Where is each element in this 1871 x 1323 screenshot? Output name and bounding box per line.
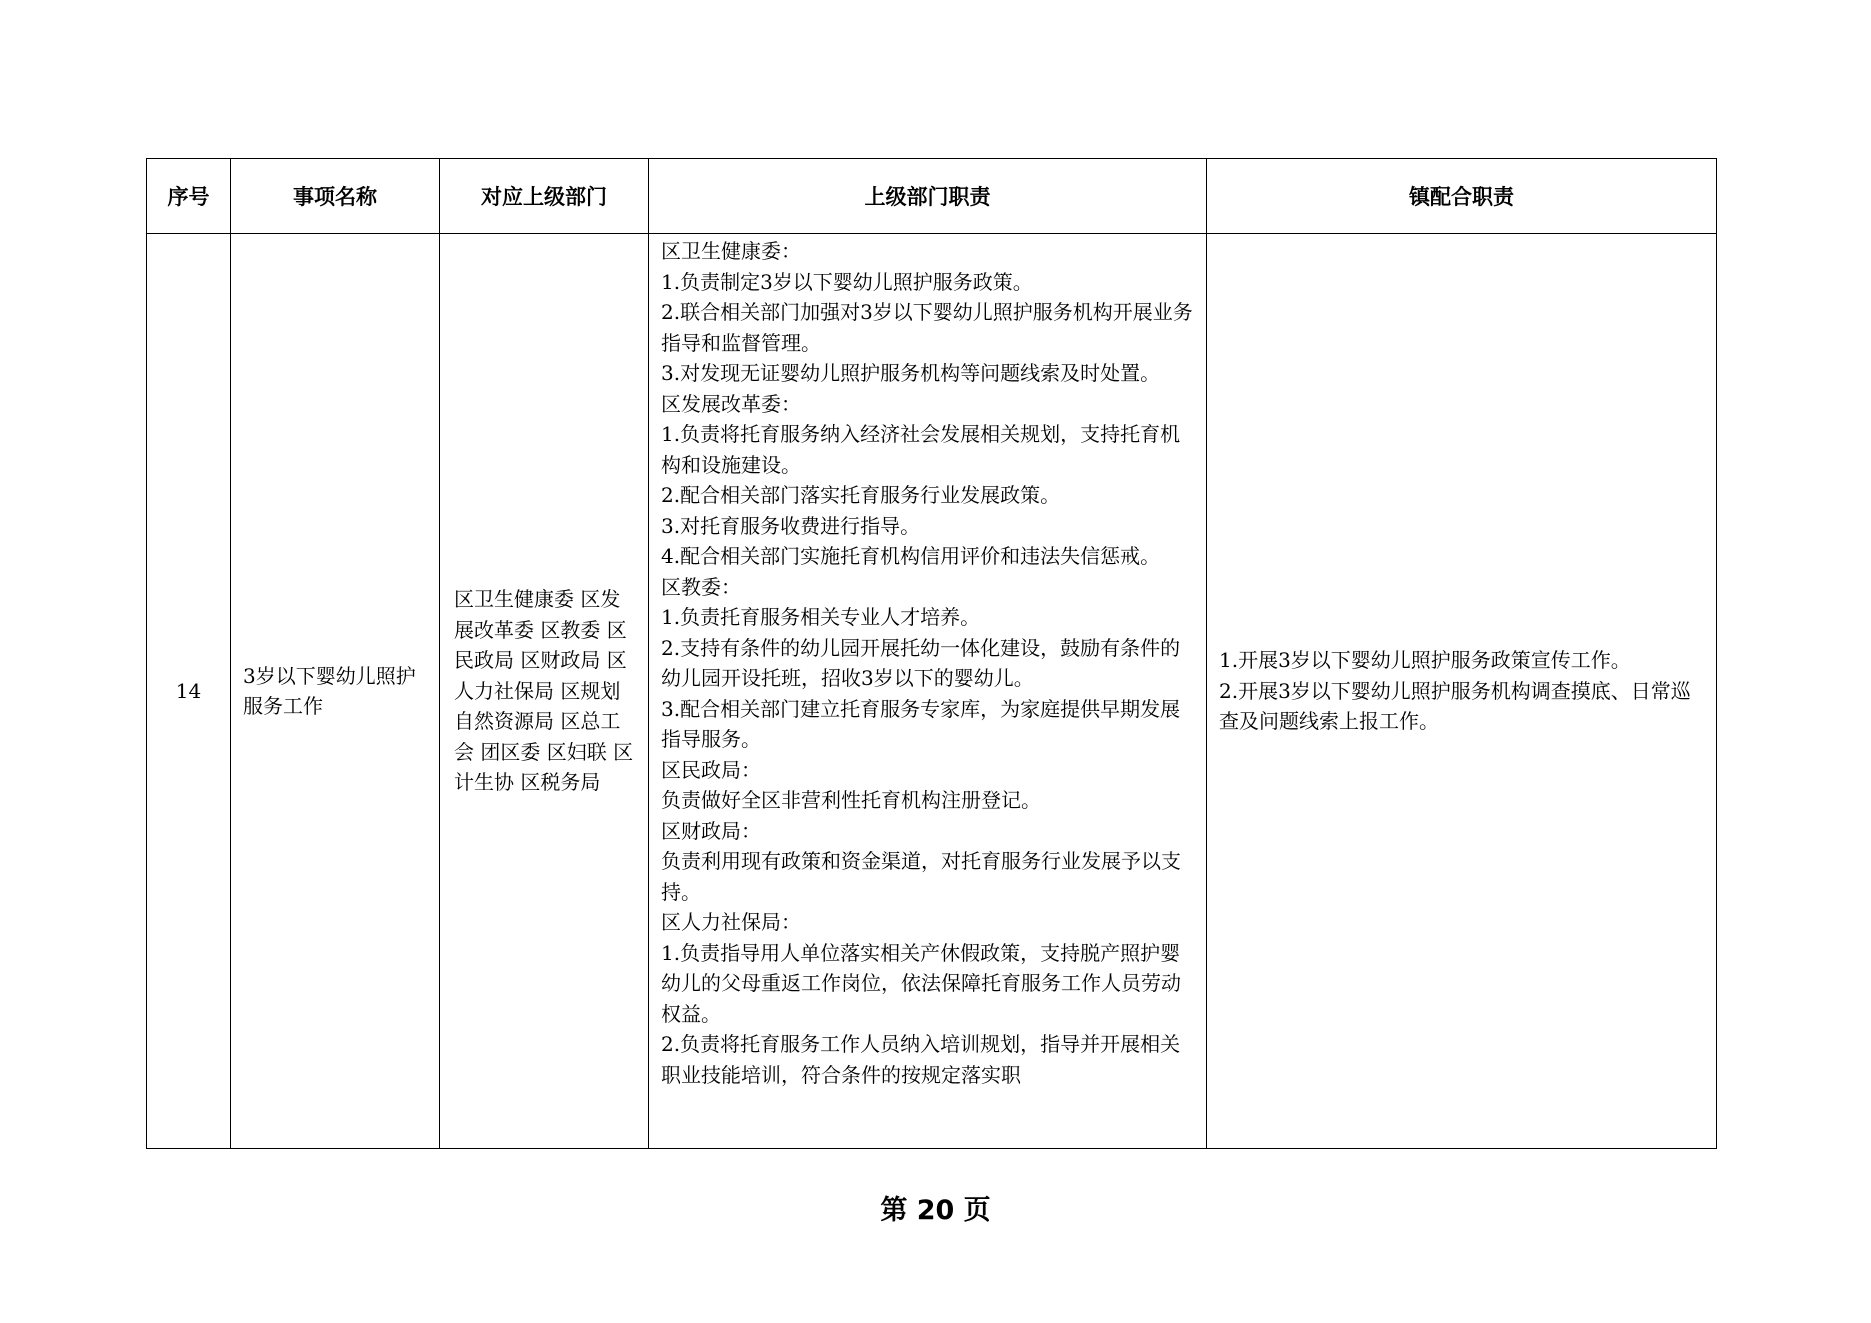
duty-table	[146, 158, 1717, 1149]
duty-line: 区人力社保局：	[661, 910, 801, 934]
duty-line: 区卫生健康委：	[661, 239, 801, 263]
header-duty: 上级部门职责	[649, 159, 1207, 234]
duty-line: 1.负责指导用人单位落实相关产休假政策，支持脱产照护婴幼儿的父母重返工作岗位，依法保障托育服务工作人员劳动权益。	[661, 940, 1181, 1026]
cell-town	[1207, 234, 1717, 1149]
cell-duty	[649, 234, 1207, 1149]
table-row	[147, 234, 1717, 1149]
duty-line: 区财政局：	[661, 818, 761, 843]
duty-line: 2.联合相关部门加强对3岁以下婴幼儿照护服务机构开展业务指导和监督管理。	[661, 300, 1193, 355]
duty-line: 2.负责将托育服务工作人员纳入培训规划，指导并开展相关职业技能培训，符合条件的按规定落实职	[661, 1032, 1181, 1087]
duty-line: 区发展改革委：	[661, 391, 801, 416]
duty-line: 4.配合相关部门实施托育机构信用评价和违法失信惩戒。	[661, 544, 1161, 568]
duty-line: 2.配合相关部门落实托育服务行业发展政策。	[661, 483, 1061, 507]
duty-line: 2.支持有条件的幼儿园开展托幼一体化建设，鼓励有条件的幼儿园开设托班，招收3岁以下的婴幼儿。	[661, 635, 1181, 690]
header-no: 序号	[147, 159, 231, 234]
duty-line: 1.负责将托育服务纳入经济社会发展相关规划，支持托育机构和设施建设。	[661, 422, 1181, 477]
duty-line: 3.对发现无证婴幼儿照护服务机构等问题线索及时处置。	[661, 361, 1161, 385]
header-dept: 对应上级部门	[440, 159, 649, 234]
duty-lines-container	[661, 236, 1196, 1148]
duty-line: 1.负责制定3岁以下婴幼儿照护服务政策。	[661, 269, 1033, 294]
duty-line: 负责利用现有政策和资金渠道，对托育服务行业发展予以支持。	[661, 849, 1181, 904]
duty-line: 3.对托育服务收费进行指导。	[661, 513, 921, 538]
town-lines-container	[1219, 645, 1704, 737]
duty-line: 区民政局：	[661, 757, 761, 782]
header-town: 镇配合职责	[1207, 159, 1717, 234]
duty-line: 1.负责托育服务相关专业人才培养。	[661, 605, 981, 629]
page-number: 第 20 页	[880, 1195, 991, 1226]
duty-line: 区教委：	[661, 574, 741, 599]
cell-dept: 区卫生健康委 区发展改革委 区教委 区民政局 区财政局 区人力社保局 区规划自然资源局 区总工会 团区委 区妇联 区计生协 区税务局	[440, 234, 649, 1149]
cell-no: 14	[147, 234, 231, 1149]
cell-name: 3岁以下婴幼儿照护服务工作	[231, 234, 440, 1149]
duty-line: 3.配合相关部门建立托育服务专家库，为家庭提供早期发展指导服务。	[661, 696, 1181, 751]
header-name: 事项名称	[231, 159, 440, 234]
table-header-row	[147, 159, 1717, 234]
town-duty-line: 2.开展3岁以下婴幼儿照护服务机构调查摸底、日常巡查及问题线索上报工作。	[1219, 678, 1691, 734]
town-duty-line: 1.开展3岁以下婴幼儿照护服务政策宣传工作。	[1219, 648, 1631, 673]
duty-line: 负责做好全区非营利性托育机构注册登记。	[661, 788, 1041, 812]
